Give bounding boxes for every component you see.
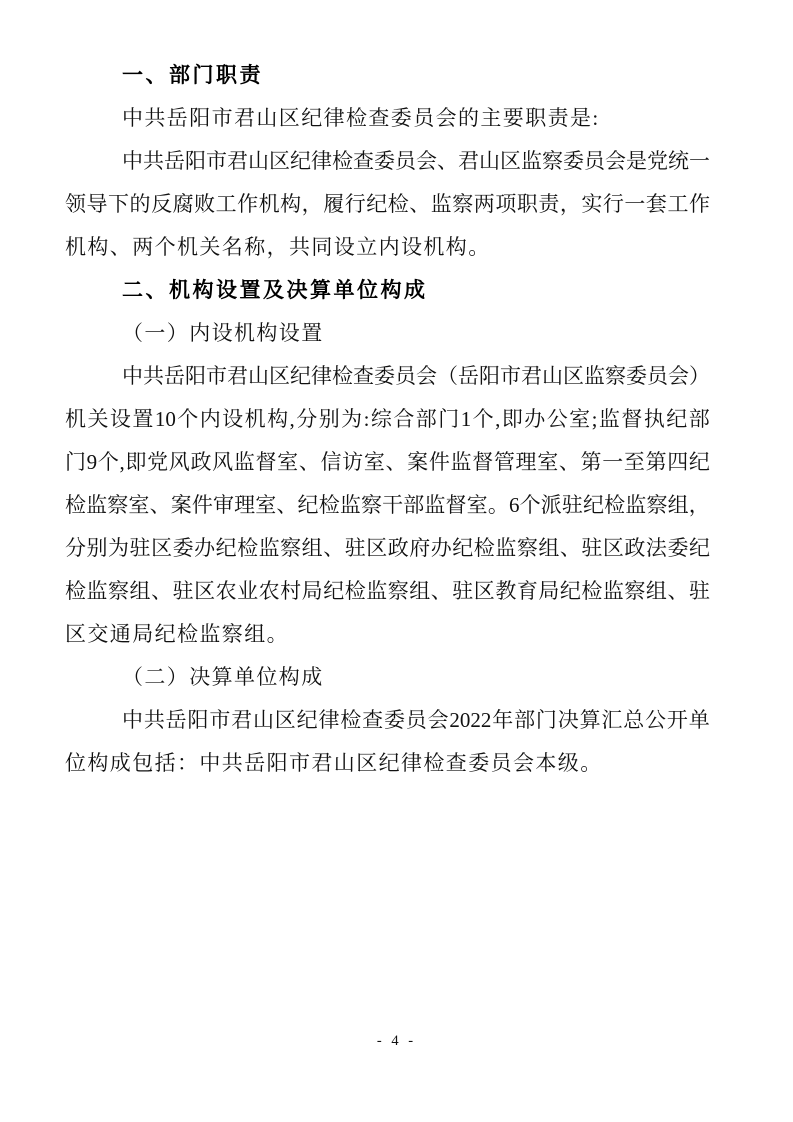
text-line: 中共岳阳市君山区纪律检查委员会的主要职责是:: [122, 106, 600, 130]
text-line: 门 9 个 , 即 党 风 政 风 监 督 室 、 信 访 室 、 案 件 监 督 管 理 室 、 第 一 至 第 四 纪: [65, 450, 710, 474]
text-line: 中 共 岳 阳 市 君 山 区 纪 律 检 查 委 员 会 2022 年 部 门 决 算 汇 总 公 开 单: [122, 708, 710, 732]
text-line: 中 共 岳 阳 市 君 山 区 纪 律 检 查 委 员 会 （ 岳 阳 市 君 山 区 监 察 委 员 会 ）: [122, 364, 710, 388]
section-heading: 二、机构设置及决算单位构成: [122, 279, 428, 302]
text-line: 机构、两个机关名称，共同设立内设机构。: [65, 235, 491, 259]
text-line: 中 共 岳 阳 市 君 山 区 纪 律 检 查 委 员 会 、 君 山 区 监 察 委 员 会 是 党 统 一: [122, 149, 710, 173]
text-line: 领 导 下 的 反 腐 败 工 作 机 构 ， 履 行 纪 检 、 监 察 两 项 职 责 ， 实 行 一 套 工 作: [65, 192, 710, 216]
text-line: 检 监 察 组 、 驻 区 农 业 农 村 局 纪 检 监 察 组 、 驻 区 教 育 局 纪 检 监 察 组 、 驻: [65, 579, 710, 603]
text-line: 机 关 设 置 10 个 内 设 机 构 , 分 别 为 : 综 合 部 门 1 个 , 即 办 公 室 ; 监 督 执 纪 部: [65, 407, 710, 431]
page-number: - 4 -: [376, 1033, 417, 1049]
page-footer: [0, 1032, 793, 1050]
text-line: 区交通局纪检监察组。: [65, 622, 289, 646]
document-body: [65, 54, 710, 785]
text-line: 检 监 察 室 、 案 件 审 理 室 、 纪 检 监 察 干 部 监 督 室 。 6 个 派 驻 纪 检 监 察 组 ，: [65, 493, 710, 517]
text-line: （二）决算单位构成: [122, 665, 324, 689]
section-heading: 一、部门职责: [122, 64, 263, 87]
text-line: 分 别 为 驻 区 委 办 纪 检 监 察 组 、 驻 区 政 府 办 纪 检 监 察 组 、 驻 区 政 法 委 纪: [65, 536, 710, 560]
text-line: 位构成包括：中共岳阳市君山区纪律检查委员会本级。: [65, 751, 603, 775]
text-line: （一）内设机构设置: [122, 321, 324, 345]
